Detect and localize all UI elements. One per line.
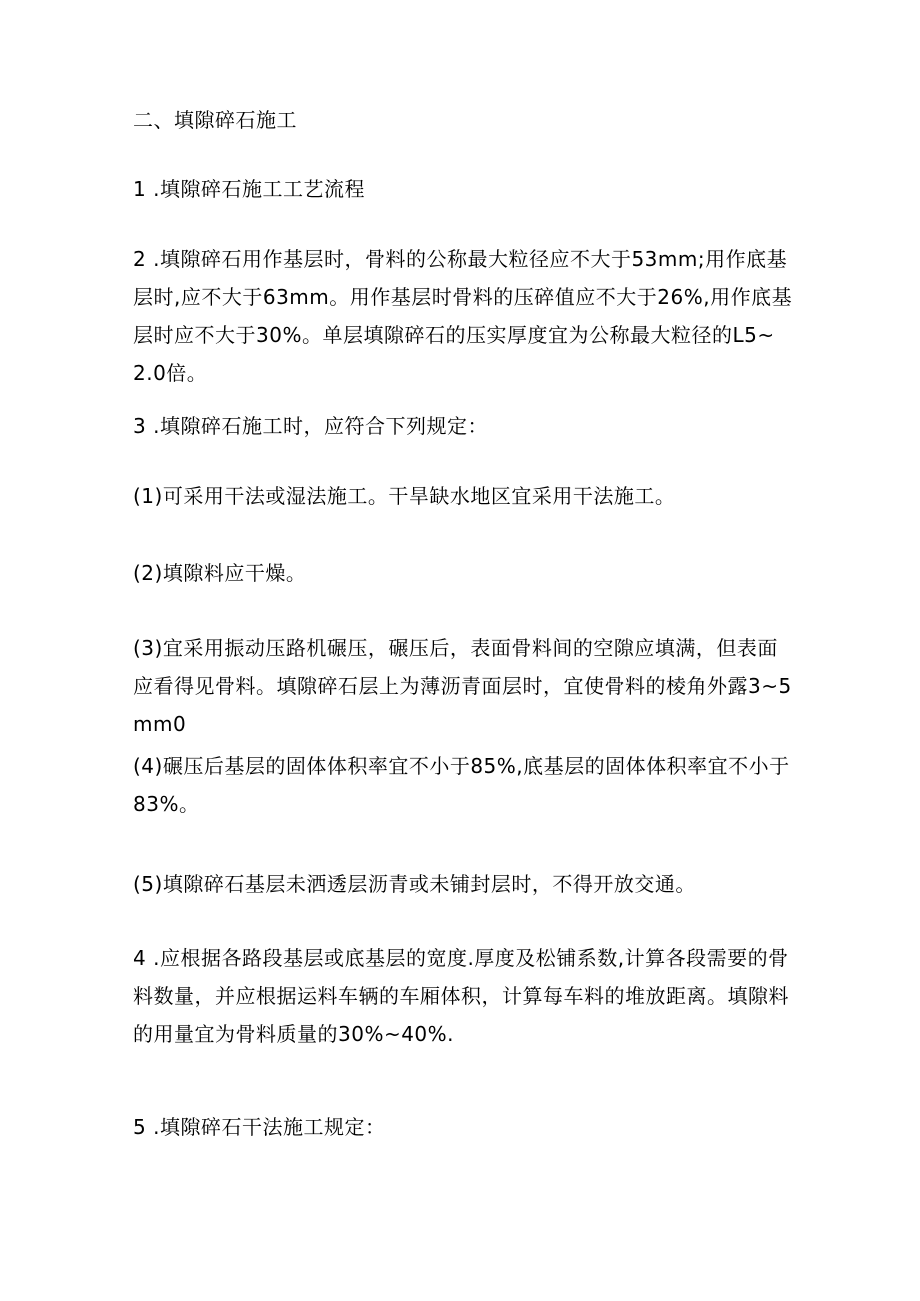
list-item-2: (2)填隙料应干燥。 bbox=[133, 561, 307, 585]
paragraph-4: 4 .应根据各路段基层或底基层的宽度.厚度及松铺系数,计算各段需要的骨料数量，并应根据运料车辆的车厢体积，计算每车料的堆放距离。填隙料的用量宜为骨料质量的30%~40%. bbox=[133, 946, 789, 1046]
list-item-4: (4)碾压后基层的固体体积率宜不小于85%,底基层的固体体积率宜不小于83%。 bbox=[133, 754, 790, 816]
paragraph-3: 3 .填隙碎石施工时，应符合下列规定： bbox=[133, 414, 488, 438]
list-item-1: (1)可采用干法或湿法施工。干旱缺水地区宜采用干法施工。 bbox=[133, 484, 676, 508]
list-item-5: (5)填隙碎石基层未洒透层沥青或未铺封层时，不得开放交通。 bbox=[133, 872, 696, 896]
paragraph-2: 2 .填隙碎石用作基层时，骨料的公称最大粒径应不大于53mm;用作底基层时,应不大于63mm。用作基层时骨料的压碎值应不大于26%,用作底基层时应不大于30%。单层填隙碎石的压实厚度宜为公称最大粒径的L5~2.0倍。 bbox=[133, 247, 793, 385]
paragraph-5: 5 .填隙碎石干法施工规定： bbox=[133, 1115, 386, 1139]
section-heading: 二、填隙碎石施工 bbox=[133, 108, 297, 132]
paragraph-1: 1 .填隙碎石施工工艺流程 bbox=[133, 177, 365, 201]
list-item-3: (3)宜采用振动压路机碾压，碾压后，表面骨料间的空隙应填满，但表面应看得见骨料。填隙碎石层上为薄沥青面层时，宜使骨料的棱角外露3~5mm0 bbox=[133, 636, 792, 736]
